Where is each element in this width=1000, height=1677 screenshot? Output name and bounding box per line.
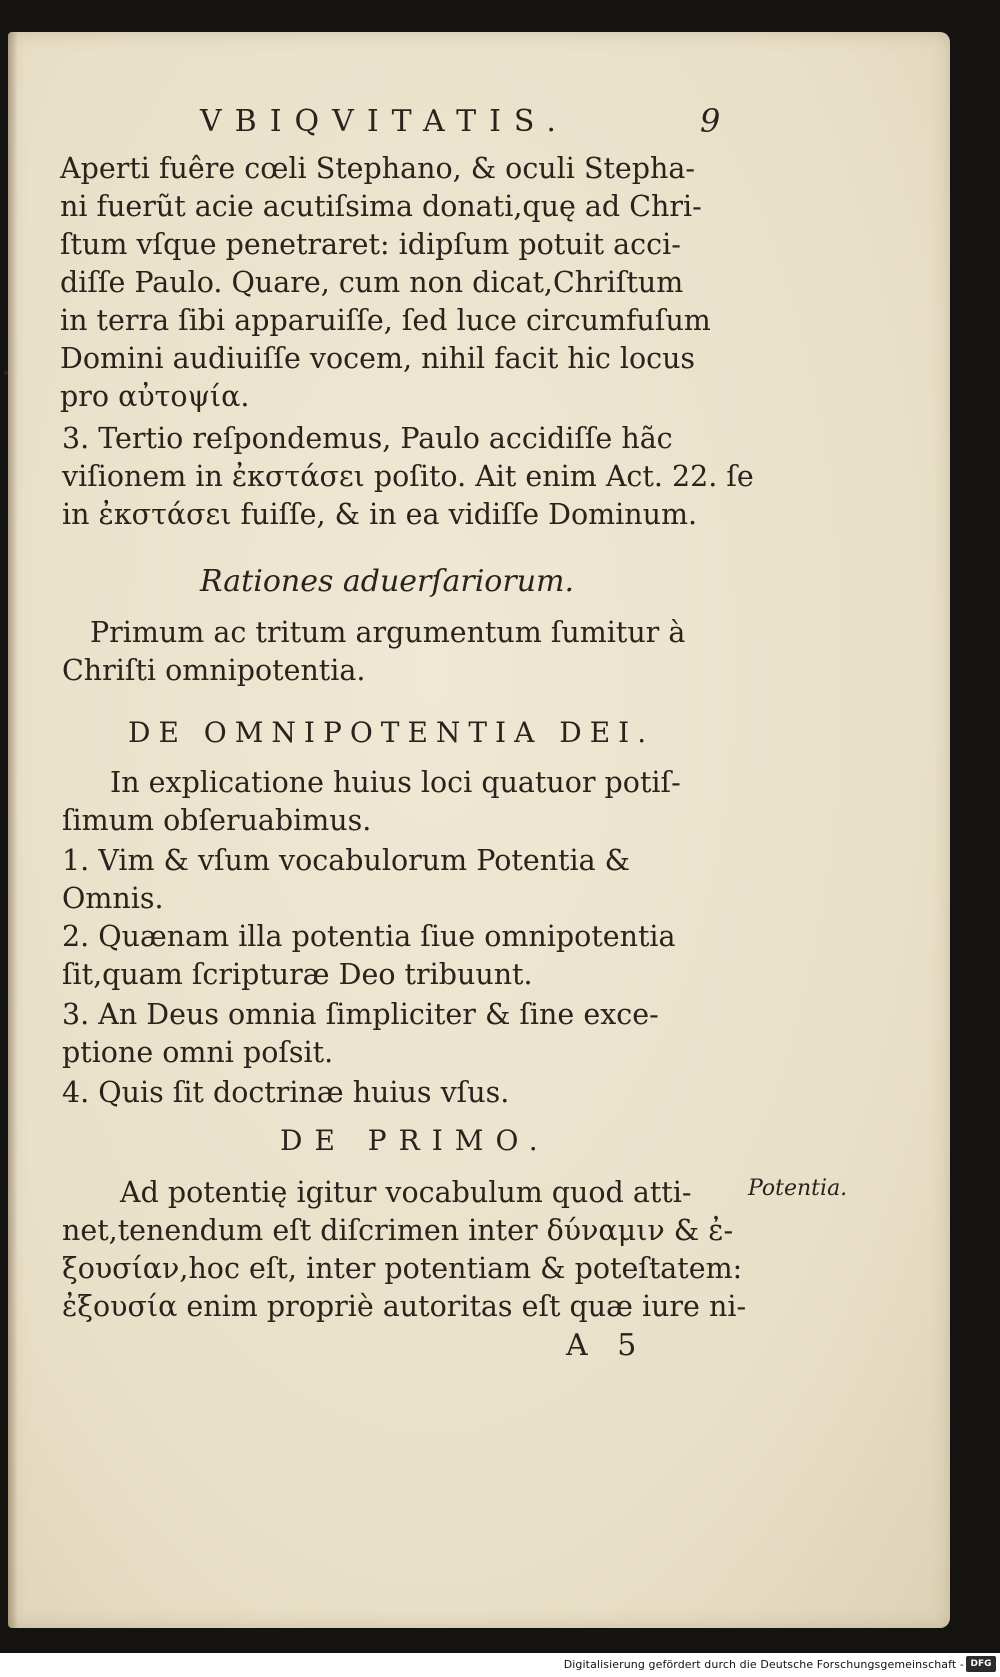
text-line: in terra ſibi apparuiſſe, ſed luce circumfuſum (60, 304, 711, 337)
text-line: ſimum obſeruabimus. (62, 804, 372, 837)
signature-mark: A 5 (566, 1328, 647, 1363)
page-number: 9 (700, 102, 721, 140)
text-line: viſionem in ἐκστάσει poſito. Ait enim Act. 22. ſe (62, 460, 754, 493)
page-binding-shadow (8, 32, 18, 1628)
text-line: ἐξουσία enim propriè autoritas eſt quæ iure ni- (62, 1290, 747, 1323)
text-line: Aperti fuêre cœli Stephano, & oculi Stepha- (60, 152, 696, 185)
text-line: Domini audiuiſſe vocem, nihil facit hic locus (60, 342, 696, 375)
margin-note: Potentia. (748, 1176, 848, 1201)
list-item: Omnis. (62, 882, 164, 915)
subheading-omnipotentia: DE OMNIPOTENTIA DEI. (128, 716, 655, 749)
list-item: ſit,quam ſcripturæ Deo tribuunt. (62, 958, 533, 991)
text-line: ni fuerũt acie acutiſsima donati,quę ad Chri- (60, 190, 702, 223)
text-line: net,tenendum eſt diſcrimen inter δύναμιν & ἐ- (62, 1214, 734, 1247)
footer-credit: Digitalisierung gefördert durch die Deutsche Forschungsgemeinschaft - (563, 1658, 964, 1671)
ink-speck (4, 371, 8, 375)
list-item: 3. An Deus omnia ſimpliciter & ſine exce- (62, 998, 659, 1031)
section-heading: Rationes aduerſariorum. (200, 564, 575, 599)
text-line: diſſe Paulo. Quare, cum non dicat,Chriſtum (60, 266, 684, 299)
text-line: pro αὐτοψία. (60, 380, 250, 413)
dfg-logo: DFG (966, 1656, 996, 1672)
list-item: 1. Vim & vſum vocabulorum Potentia & (62, 844, 631, 877)
subheading-de-primo: DE PRIMO. (280, 1124, 550, 1157)
list-item: 4. Quis ſit doctrinæ huius vſus. (62, 1076, 510, 1109)
text-line: In explicatione huius loci quatuor potiſ- (110, 766, 681, 799)
list-item: ptione omni poſsit. (62, 1036, 334, 1069)
text-line: Ad potentię igitur vocabulum quod atti- (120, 1176, 692, 1209)
text-line: 3. Tertio reſpondemus, Paulo accidiſſe hãc (62, 422, 673, 455)
text-line: Chriſti omnipotentia. (62, 654, 366, 687)
running-title: VBIQVITATIS. (200, 104, 569, 139)
text-line: ξουσίαν,hoc eſt, inter potentiam & poteſtatem: (62, 1252, 743, 1285)
text-line: ſtum vſque penetraret: idipſum potuit acci- (60, 228, 681, 261)
text-line: Primum ac tritum argumentum ſumitur à (90, 616, 686, 649)
text-line: in ἐκστάσει fuiſſe, & in ea vidiſſe Dominum. (62, 498, 698, 531)
list-item: 2. Quænam illa potentia ſiue omnipotentia (62, 920, 676, 953)
